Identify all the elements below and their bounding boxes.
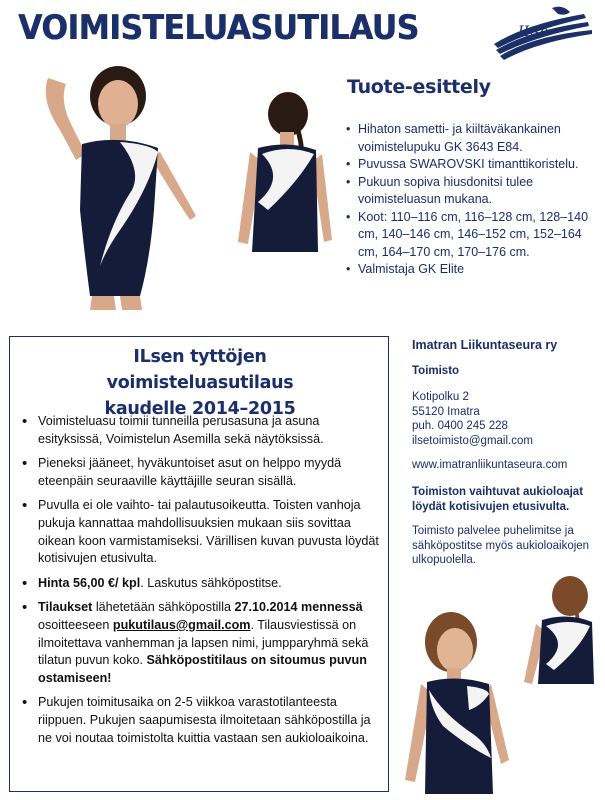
price-item <box>22 575 380 593</box>
street: Kotipolku 2 <box>412 391 469 403</box>
list-item: • Puvulla ei ole vaihto- tai palautusoikeutta. Toisten vanhoja pukuja kannattaa mahdollisuuksien mukaan siis sovittaa oikean koon varmistamiseksi. Värillisen kuvan puvusta löydät kotisivujen etusivulta. <box>22 497 380 567</box>
leotard-photo-back-small <box>520 574 602 684</box>
order-deadline: 27.10.2014 mennessä <box>234 600 363 615</box>
page-title: VOIMISTELUASUTILAUS <box>18 8 419 48</box>
order-commitment: Sähköpostitilaus on sitoumus puvun ostamiseen! <box>38 653 367 685</box>
hours-note: Toimiston vaihtuvat aukioloajat löydät kotisivujen etusivulta. <box>412 486 584 513</box>
leotard-photo-front <box>20 60 202 310</box>
order-box-title <box>40 344 360 422</box>
order-instructions-item <box>22 599 380 687</box>
city: 55120 Imatra <box>412 405 480 418</box>
intro-title: Tuote-esittely <box>347 76 491 98</box>
orders-label: Tilaukset <box>38 600 93 615</box>
club-logo <box>492 6 596 62</box>
website-link[interactable]: www.imatranliikuntaseura.com <box>412 459 568 471</box>
list-item: • Koot: 110–116 cm, 116–128 cm, 128–140 cm, 140–146 cm, 146–152 cm, 152–164 cm, 164–170 cm, 170–176 cm. <box>346 209 600 262</box>
billing-text: . Laskutus sähköpostitse. <box>140 575 282 590</box>
list-item: • Pukuun sopiva hiusdonitsi tulee voimisteluasun mukana. <box>346 174 600 209</box>
order-email-link[interactable]: pukutilaus@gmail.com <box>112 617 251 632</box>
leotard-photo-model <box>397 610 525 794</box>
order-terms-list <box>22 413 380 754</box>
list-item: • Voimisteluasu toimii tunneilla perusasuna ja asuna esityksissä, Voimistelun Asemilla sekä näytöksissä. <box>22 413 380 448</box>
phone: puh. 0400 245 228 <box>412 420 508 432</box>
list-item: • Hihaton sametti- ja kiiltäväkankainen voimistelupuku GK 3643 E84. <box>346 121 600 156</box>
order-text-1: lähetetään sähköpostilla <box>92 600 235 615</box>
org-name: Imatran Liikuntaseura ry <box>412 338 558 352</box>
office-email[interactable]: ilsetoimisto@gmail.com <box>412 434 533 447</box>
order-text-2: osoitteeseen <box>38 617 113 632</box>
service-note: Toimisto palvelee puhelimitse ja sähköpostitse myös aukioloaikojen ulkopuolella. <box>412 525 590 566</box>
office-label: Toimisto <box>412 365 460 377</box>
order-title-line1: ILsen tyttöjen voimisteluasutilaus <box>106 347 294 393</box>
list-item: • Pieneksi jääneet, hyväkuntoiset asut on helppo myydä eteenpäin seuraaville käyttäjille seuran sisällä. <box>22 455 380 490</box>
list-item: • Puvussa SWAROVSKI timanttikoristelu. <box>346 156 600 174</box>
list-item: • Pukujen toimitusaika on 2-5 viikkoa varastotilanteesta riippuen. Pukujen saapumisesta ilmoitetaan sähköpostilla ja ne voi noutaa toimistolta kuittia vastaan sen aukioloaikoina. <box>22 694 380 747</box>
price-text: Hinta 56,00 €/ kpl <box>38 575 141 590</box>
leotard-photo-back <box>228 92 338 252</box>
address-block <box>412 390 533 448</box>
order-title-line2: kaudelle 2014–2015 <box>104 399 296 419</box>
logo-text: ILse <box>518 24 549 40</box>
list-item: • Valmistaja GK Elite <box>346 261 600 279</box>
intro-list <box>346 121 600 279</box>
order-text-3: . Tilausviestissä on ilmoitettava vanhemman ja lapsen nimi, jumpparyhmä sekä tilatun puvun koko. <box>38 617 369 668</box>
